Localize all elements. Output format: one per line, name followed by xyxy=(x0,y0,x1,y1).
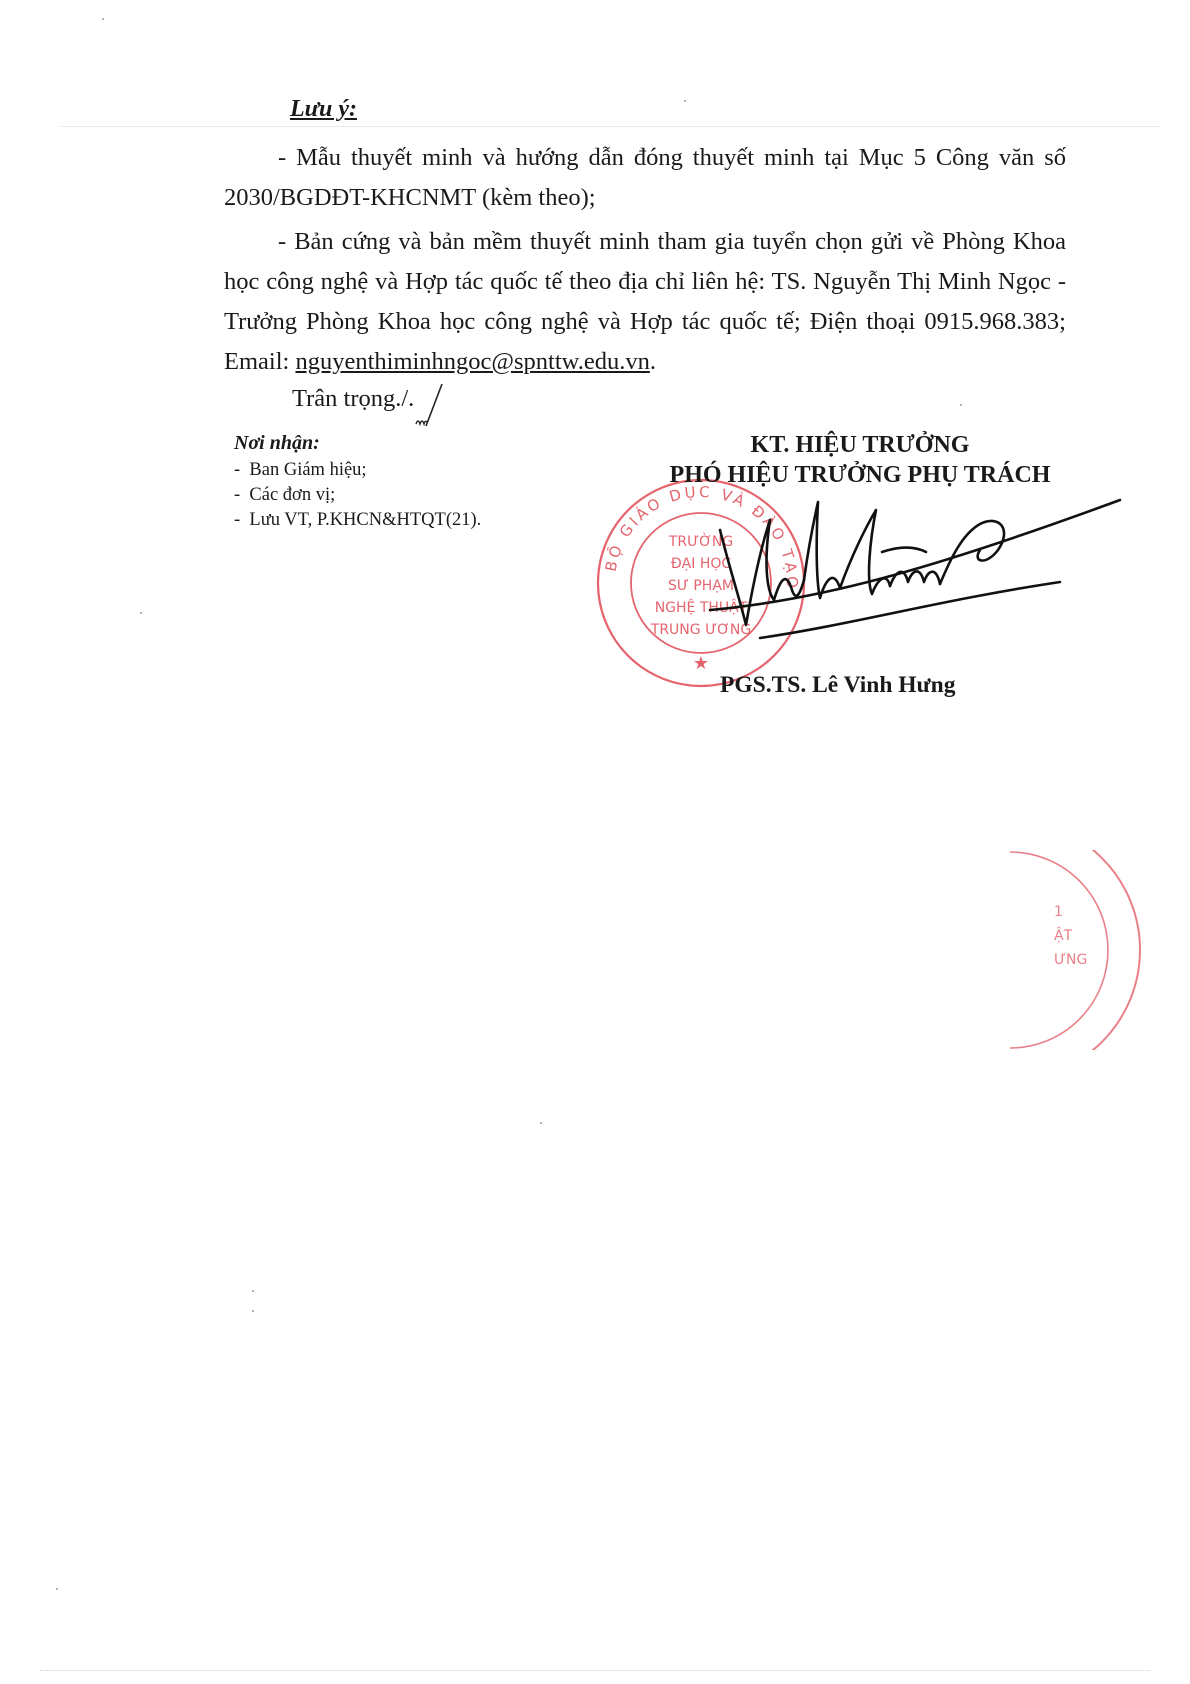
scan-edge xyxy=(40,1670,1150,1674)
recipients-title: Nơi nhận: xyxy=(234,432,320,454)
handwritten-signature xyxy=(700,490,1140,640)
initials-mark xyxy=(412,380,446,434)
scan-line xyxy=(60,126,1160,127)
svg-text:1: 1 xyxy=(1054,904,1063,920)
scan-speck xyxy=(56,1588,58,1590)
svg-text:SƯ PHẠM: SƯ PHẠM xyxy=(668,578,734,594)
recipients-block xyxy=(234,431,481,533)
note-item-2-text: - Bản cứng và bản mềm thuyết minh tham gia tuyển chọn gửi về Phòng Khoa học công nghệ và Hợp tác quốc tế theo địa chỉ liên hệ: TS. Nguyễn Thị Minh Ngọc - Trưởng Phòng Khoa học công nghệ và Hợp tác quốc tế; Điện thoại 0915.968.383; xyxy=(224,228,1066,335)
scan-speck xyxy=(140,612,142,614)
note-item-2 xyxy=(224,222,1066,382)
svg-text:ĐẠI HỌC: ĐẠI HỌC xyxy=(670,556,732,572)
scan-speck xyxy=(684,100,686,102)
recipient-item: - Ban Giám hiệu; xyxy=(234,458,481,483)
scan-speck xyxy=(960,404,962,406)
email-label: Email: xyxy=(224,348,290,375)
signer-title: KT. HIỆU TRƯỞNG xyxy=(750,432,970,458)
scan-speck xyxy=(540,1122,542,1124)
svg-text:BỘ GIÁO DỤC VÀ ĐÀO TẠO: BỘ GIÁO DỤC VÀ ĐÀO TẠO xyxy=(601,482,802,591)
scan-speck xyxy=(252,1310,254,1312)
svg-text:TRUNG ƯƠNG: TRUNG ƯƠNG xyxy=(650,622,752,638)
svg-text:★: ★ xyxy=(692,653,710,674)
signer-name: PGS.TS. Lê Vinh Hưng xyxy=(720,672,956,698)
partial-seal xyxy=(1010,850,1160,1050)
svg-text:ẬT: ẬT xyxy=(1054,928,1073,944)
note-heading: Lưu ý: xyxy=(290,96,358,122)
note-item-1 xyxy=(224,138,1066,218)
scan-speck xyxy=(102,18,104,20)
signature-block xyxy=(600,430,1120,490)
recipients-list xyxy=(234,458,481,533)
recipient-item: - Lưu VT, P.KHCN&HTQT(21). xyxy=(234,508,481,533)
email-end-punct: . xyxy=(649,348,656,375)
note-item-1-text: - Mẫu thuyết minh và hướng dẫn đóng thuyết minh tại Mục 5 Công văn số 2030/BGDĐT-KHCNMT (kèm theo); xyxy=(224,144,1066,211)
closing-line: Trân trọng./. xyxy=(292,385,415,412)
scan-speck xyxy=(252,1290,254,1292)
svg-text:ƯNG: ƯNG xyxy=(1054,952,1088,968)
recipient-item: - Các đơn vị; xyxy=(234,483,481,508)
svg-text:TRƯỜNG: TRƯỜNG xyxy=(668,534,734,550)
email-link[interactable]: nguyenthiminhngoc@spnttw.edu.vn xyxy=(295,348,650,375)
signer-role: PHÓ HIỆU TRƯỞNG PHỤ TRÁCH xyxy=(669,462,1051,488)
svg-text:NGHỆ THUẬT: NGHỆ THUẬT xyxy=(654,600,748,616)
